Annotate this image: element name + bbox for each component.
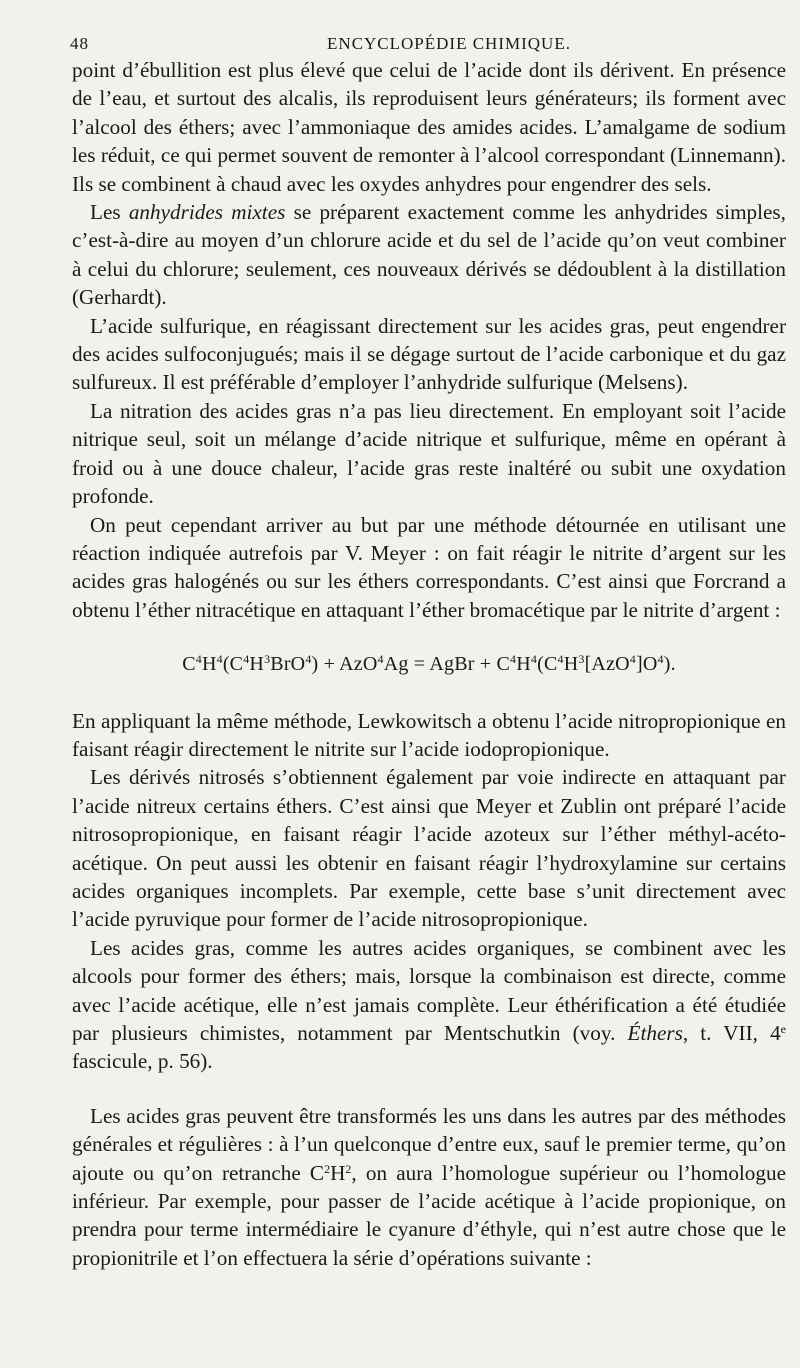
reference-ethers: Éthers [627,1021,683,1045]
paragraph-5: On peut cependant arriver au but par une méthode détournée en utilisant une réaction indiquée autrefois par V. Meyer : on fait réagir le nitrite d’argent sur les acides gras halogénés ou sur les éthers correspondants. C’est ainsi que Forcrand a obtenu l’éther nitracétique en attaquant l’éther bromacétique par le nitrite d’argent : [72,512,786,622]
paragraph-3: L’acide sulfurique, en réagissant directement sur les acides gras, peut engendrer des acides sulfoconjugués; mais il se dégage surtout de l’acide carbonique et du gaz sulfureux. Il est préférable d’employer l’anhydride sulfurique (Melsens). [72,313,786,395]
page-number: 48 [70,34,89,53]
chemical-equation: $C^4H^4(C^4H^3BrO^4) + AzO^4Ag$ = AgBr + $C^4H^4(C^4H^3[AzO^4]O^4)$. [182,652,676,676]
paragraph-7: Les dérivés nitrosés s’obtiennent également par voie indirecte en attaquant par l’acide nitreux certains éthers. C’est ainsi que Meyer et Zublin ont préparé l’acide nitrosopropionique, en faisant réagir l’acide azoteux sur l’éther méthyl-acéto-acétique. On peut aussi les obtenir en faisant réagir l’hydroxylamine sur certains acides organiques incomplets. Par exemple, cette base s’unit directement avec l’acide pyruvique pour former de l’acide nitrosopropionique. [72,765,786,932]
paragraph-1: point d’ébullition est plus élevé que celui de l’acide dont ils dérivent. En présence de l’eau, et surtout des alcalis, ils reproduisent leurs générateurs; ils forment avec l’alcool des éthers; avec l’ammoniaque des amides acides. L’amalgame de sodium les réduit, ce qui permet souvent de remonter à l’alcool correspondant (Linnemann). Ils se combinent à chaud avec les oxydes anhydres pour engendrer des sels. [72,58,786,196]
paragraph-6: En appliquant la même méthode, Lewkowitsch a obtenu l’acide nitropropionique en faisant réagir directement le nitrite sur l’acide iodopropionique. [72,708,786,761]
running-title: ENCYCLOPÉDIE CHIMIQUE. [327,34,571,53]
paragraph-gap [72,1076,786,1102]
paragraph-2: Les anhydrides mixtes se préparent exactement comme les anhydrides simples, c’est-à-dire au moyen d’un chlorure acide et du sel de l’acide qu’on veut combiner à celui du chlorure; seulement, ces nouveaux dérivés se dédoublent à la distillation (Gerhardt). [72,200,786,310]
paragraph-8: Les acides gras, comme les autres acides organiques, se combinent avec les alcools pour former des éthers; mais, lorsque la combinaison est directe, comme avec l’acide acétique, elle n’est jamais complète. Leur éthérification a été étudiée par plusieurs chimistes, notamment par Mentschutkin (voy. Éthers, t. VII, 4e fascicule, p. 56). [72,935,786,1074]
paragraph-9: Les acides gras peuvent être transformés les uns dans les autres par des méthodes générales et régulières : à l’un quelconque d’entre eux, sauf le premier terme, qu’on ajoute ou qu’on retranche $C^2H^2$, on aura l’homologue supérieur ou l’homologue inférieur. Par exemple, pour passer de l’acide acétique à l’acide propionique, on prendra pour terme intermédiaire le cyanure d’éthyle, qui n’est autre chose que le propionitrile et l’on effectuera la série d’opérations suivante : [72,1103,786,1270]
term-anhydrides-mixtes: anhydrides mixtes [128,200,286,225]
page-header [72,26,786,56]
paragraph-4: La nitration des acides gras n’a pas lieu directement. En employant soit l’acide nitrique seul, soit un mélange d’acide nitrique et sulfurique, même en opérant à froid ou à une douce chaleur, l’acide gras reste inaltéré ou subit une oxydation profonde. [72,398,786,509]
body-text [72,56,786,1272]
